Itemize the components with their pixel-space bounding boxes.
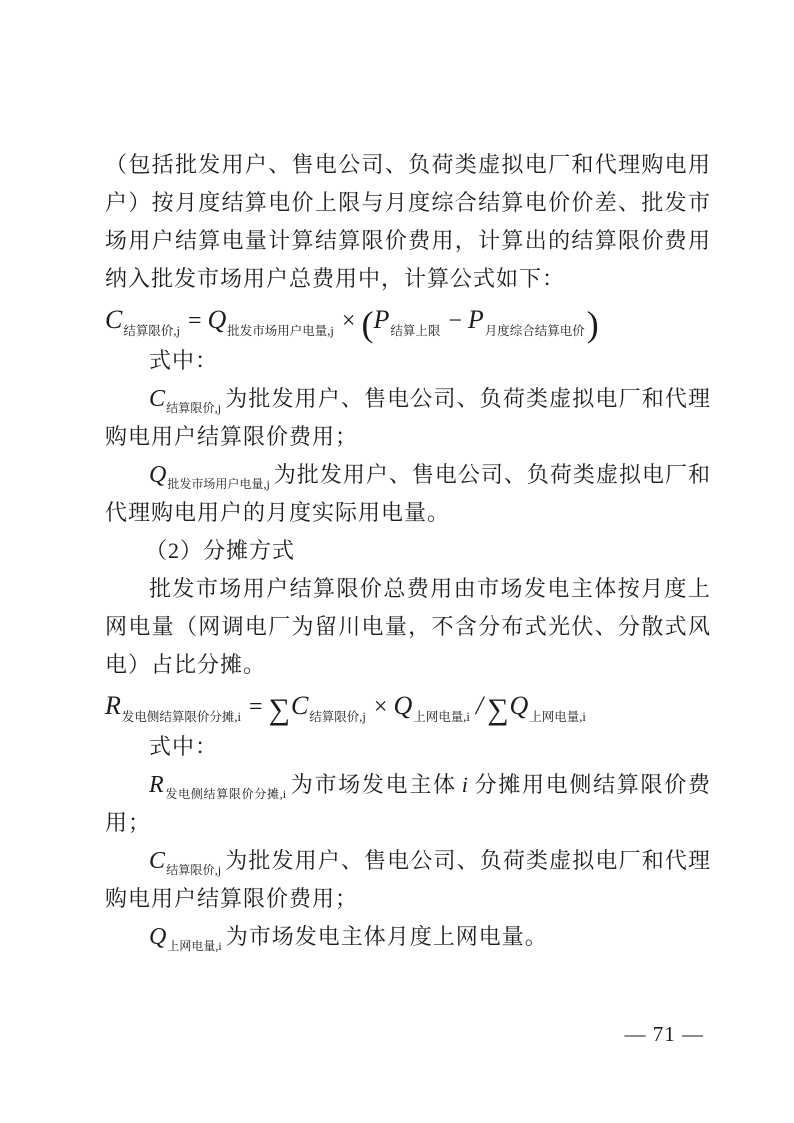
divide-sign: / [475,691,484,720]
def-q1-var: Q [149,462,167,488]
open-paren: ( [361,304,374,344]
intro-text: （包括批发用户、售电公司、负荷类虚拟电厂和代理购电用户）按月度结算电价上限与月度综合结算电价价差、批发市场用户结算电量计算结算限价费用，计算出的结算限价费用纳入批发市场用户总费用中，计算公式如下： [105,152,711,291]
where-label-1: 式中： [149,348,219,373]
definition-c1 [105,380,711,456]
formula-settlement-cap-cost [105,298,711,342]
def-c2-var-subscript: 结算限价,j [166,863,222,877]
def-r-index-i: i [461,772,469,797]
definition-q1 [105,456,711,532]
def-r-text-after: 分摊用电侧结算限价费用； [105,772,711,835]
definition-r [105,766,711,842]
def-c1-text: 为批发用户、售电公司、负荷类虚拟电厂和代理购电用户结算限价费用； [105,386,711,449]
def-q1-text: 为批发用户、售电公司、负荷类虚拟电厂和代理购电用户的月度实际用电量。 [105,462,711,525]
formula1-var-q-subscript: 批发市场用户电量,j [227,324,334,338]
formula2-var-c-subscript: 结算限价,j [309,710,366,724]
formula-generation-side-allocation [105,684,711,728]
def-r-var: R [149,772,164,798]
multiply-sign: × [373,694,388,720]
def-q1-var-subscript: 批发市场用户电量,j [167,477,270,491]
minus-sign: − [448,308,462,334]
formula1-var-q: Q [207,305,227,334]
page-number: — 71 — [624,1022,704,1046]
equals-sign: = [187,308,202,334]
sum-symbol: ∑ [268,693,290,726]
def-c1-var-subscript: 结算限价,j [166,401,222,415]
def-r-text-before: 为市场发电主体 [290,772,457,797]
def-r-var-subscript: 发电侧结算限价分摊,i [164,787,287,801]
formula1-var-p2-subscript: 月度综合结算电价 [484,324,585,338]
formula1-var-p1-subscript: 结算上限 [390,324,441,338]
page-content [105,146,711,956]
formula2-var-r-subscript: 发电侧结算限价分摊,i [121,710,241,724]
formula2-var-q1-subscript: 上网电量,i [413,710,470,724]
def-q2-text: 为市场发电主体月度上网电量。 [225,924,548,949]
equals-sign: = [249,694,263,720]
formula1-var-p2: P [467,305,484,334]
def-c2-var: C [149,848,166,874]
def-c2-text: 为批发用户、售电公司、负荷类虚拟电厂和代理购电用户结算限价费用； [105,848,711,911]
def-c1-var: C [149,386,166,412]
formula2-var-c: C [290,691,309,720]
def-q2-var-subscript: 上网电量,i [167,939,222,953]
formula1-var-c: C [105,305,123,334]
def-q2-var: Q [149,924,167,950]
multiply-sign: × [341,308,356,334]
allocation-text: 批发市场用户结算限价总费用由市场发电主体按月度上网电量（网调电厂为留川电量，不含分布式光伏、分散式风电）占比分摊。 [105,576,711,677]
formula2-var-q2-subscript: 上网电量,i [529,710,586,724]
section-heading-2: （2）分摊方式 [145,538,296,563]
formula2-var-q1: Q [393,691,413,720]
sum-symbol: ∑ [487,693,509,726]
close-paren: ) [586,304,599,344]
formula2-var-q2: Q [509,691,529,720]
intro-paragraph [105,146,711,298]
definition-c2 [105,842,711,918]
formula1-var-p1: P [373,305,390,334]
allocation-paragraph [105,570,711,684]
where-label-2: 式中： [149,734,219,759]
formula1-var-c-subscript: 结算限价,j [123,324,180,338]
definition-q2 [105,918,711,956]
formula2-var-r: R [105,691,121,720]
